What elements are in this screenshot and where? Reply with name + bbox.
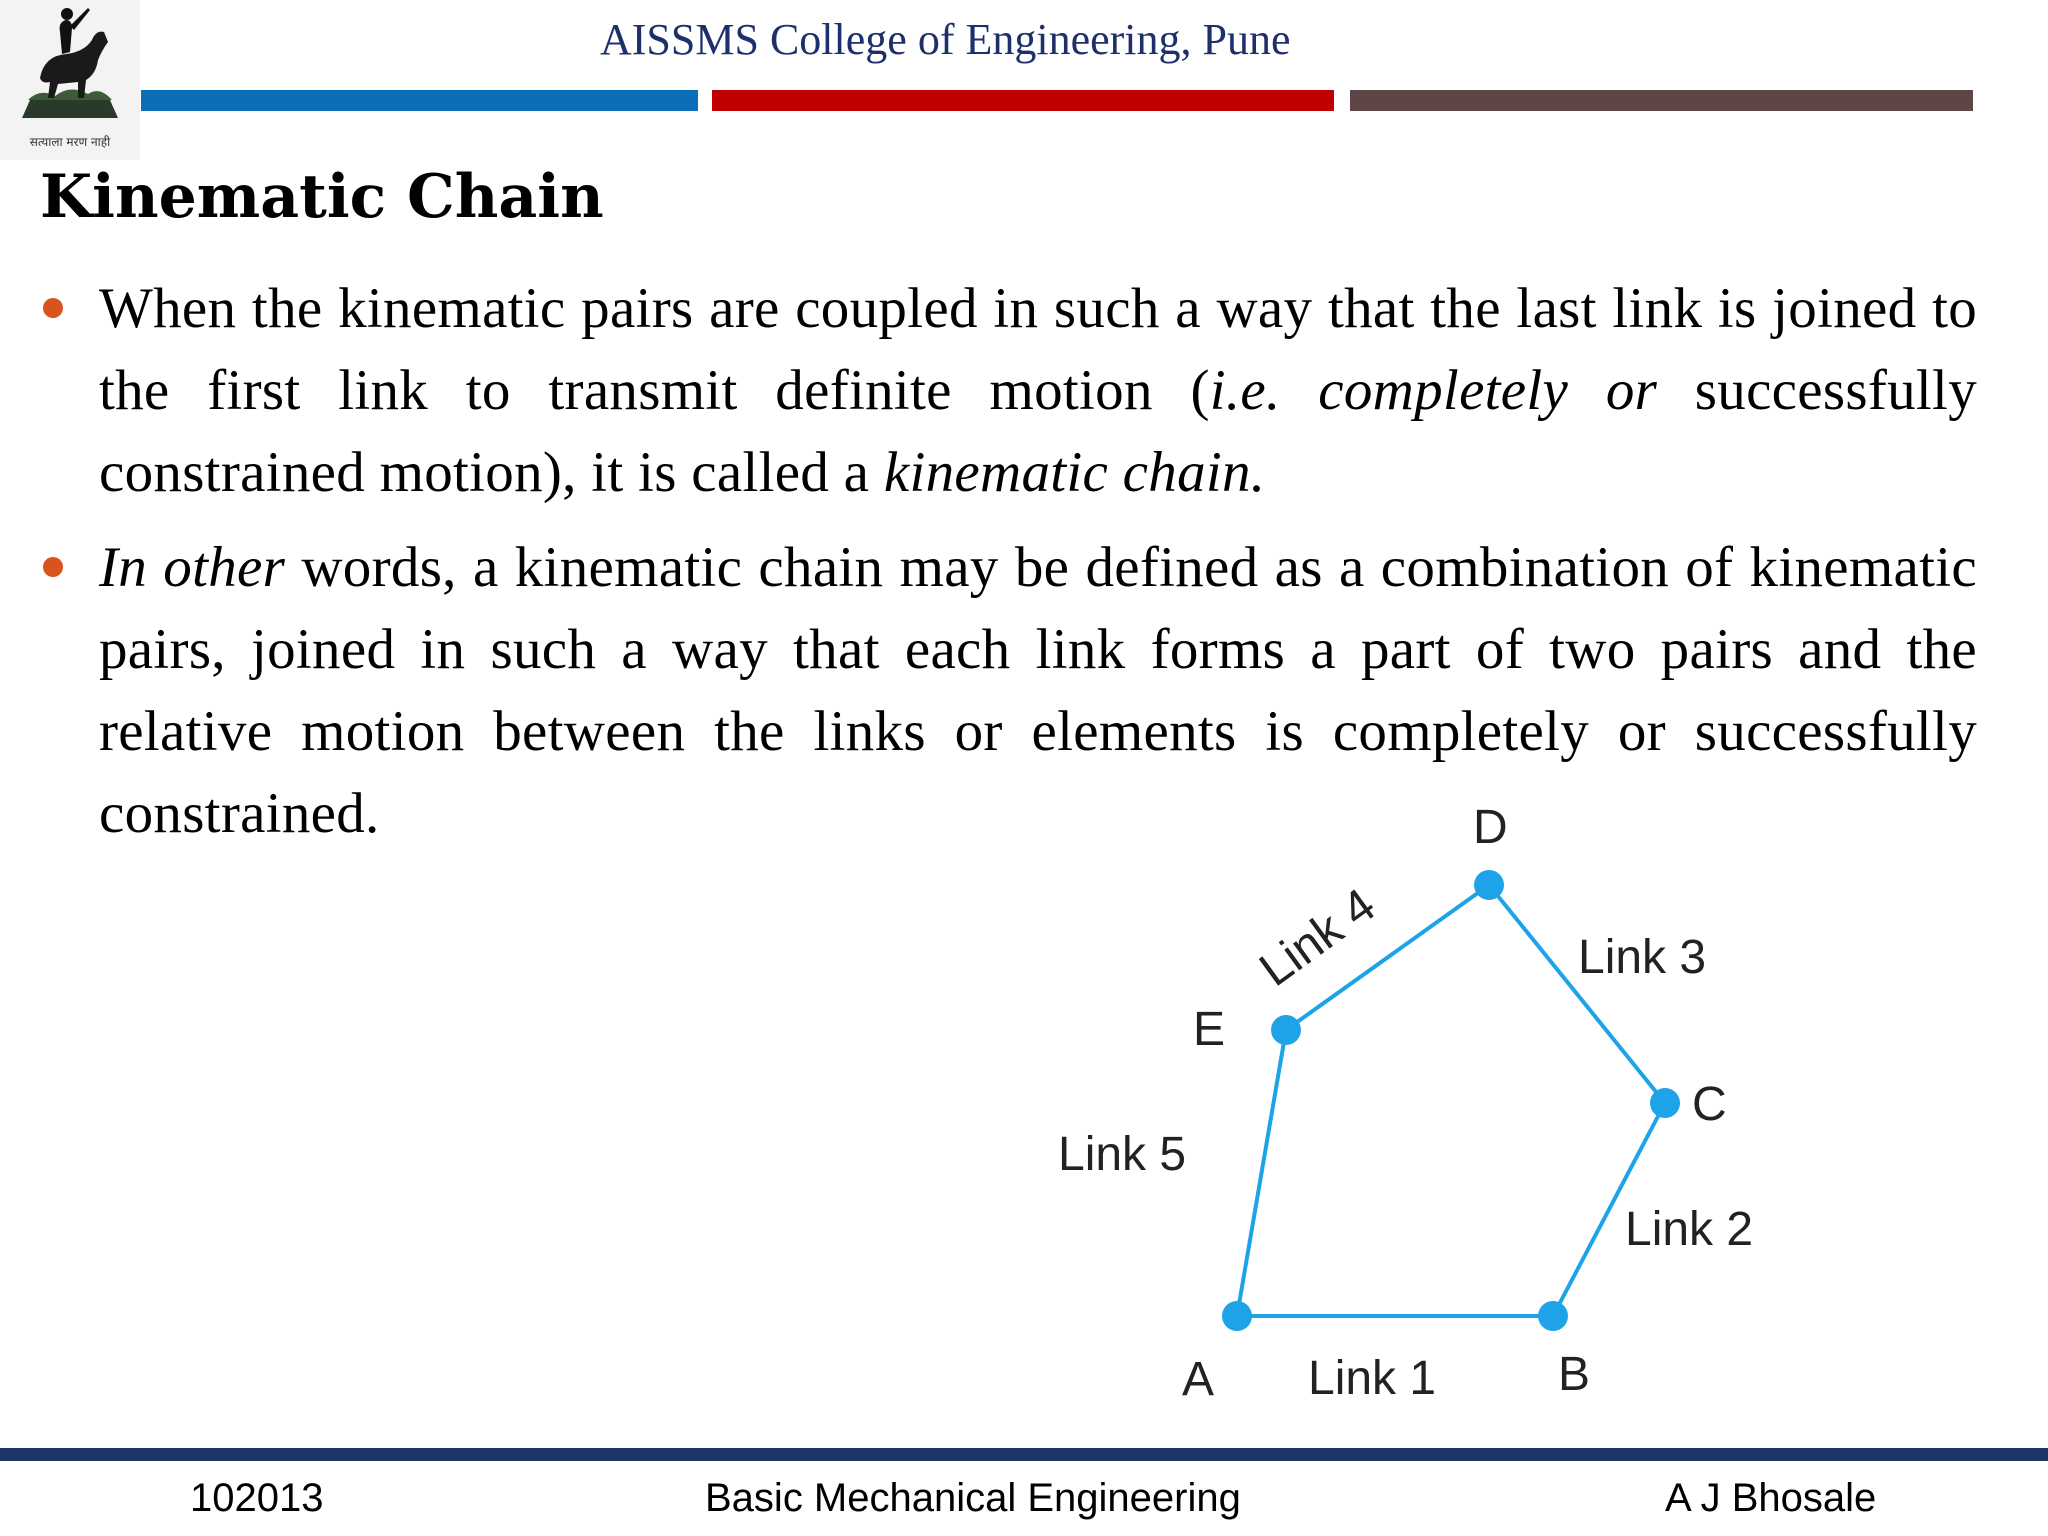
label-point-e: E — [1193, 1003, 1226, 1056]
bullet-segment: When the kinematic pairs are coupled in such a way that the last link is joined to the first link to transmit definite motion ( — [99, 277, 1977, 422]
bullet-segment-italic: kinematic chain. — [883, 441, 1266, 504]
footer-course-code: 102013 — [190, 1476, 324, 1520]
label-point-c: C — [1692, 1078, 1727, 1131]
bullet-list — [40, 268, 1977, 855]
bullet-segment: words, a kinematic chain may be defined as a combination of kinematic pairs, joined in such a way that each link forms a part of two pairs and the relative motion between the links or elements is completely or successfully constrained. — [99, 536, 1978, 845]
footer-bar — [0, 1448, 2048, 1461]
college-logo — [0, 0, 140, 160]
bullet-dot-icon — [43, 298, 63, 318]
header-bar-red — [712, 90, 1334, 111]
footer-author: A J Bhosale — [1665, 1476, 1877, 1520]
label-link-1: Link 1 — [1308, 1352, 1437, 1405]
label-link-2: Link 2 — [1625, 1203, 1754, 1256]
kinematic-chain-diagram — [1030, 790, 1830, 1430]
joint-a — [1222, 1301, 1252, 1331]
label-link-3: Link 3 — [1578, 931, 1707, 984]
bullet-segment: successfully constrained motion), it is called a — [99, 359, 1977, 504]
label-point-a: A — [1182, 1353, 1215, 1406]
link-5-line — [1237, 1030, 1286, 1316]
bullet-segment-italic: i.e. completely or — [1209, 359, 1658, 422]
joint-d — [1474, 870, 1504, 900]
label-point-d: D — [1473, 801, 1508, 854]
header-bar-blue — [141, 90, 698, 111]
label-point-b: B — [1558, 1348, 1591, 1401]
bullet-text — [99, 277, 1977, 504]
equestrian-statue-icon — [0, 0, 140, 130]
label-link-5: Link 5 — [1058, 1128, 1187, 1181]
joint-c — [1650, 1088, 1680, 1118]
logo-motto: सत्याला मरण नाही — [29, 135, 111, 149]
joint-e — [1271, 1015, 1301, 1045]
joint-b — [1538, 1301, 1568, 1331]
label-link-4: Link 4 — [1250, 878, 1386, 997]
college-name: AISSMS College of Engineering, Pune — [600, 15, 1291, 64]
bullet-item — [40, 268, 1977, 514]
header-bar-brown — [1350, 90, 1973, 111]
bullet-segment-italic: In other — [99, 536, 286, 599]
link-3-line — [1489, 885, 1665, 1103]
slide-title: Kinematic Chain — [40, 162, 604, 232]
footer-subject: Basic Mechanical Engineering — [705, 1476, 1241, 1520]
bullet-dot-icon — [43, 557, 63, 577]
